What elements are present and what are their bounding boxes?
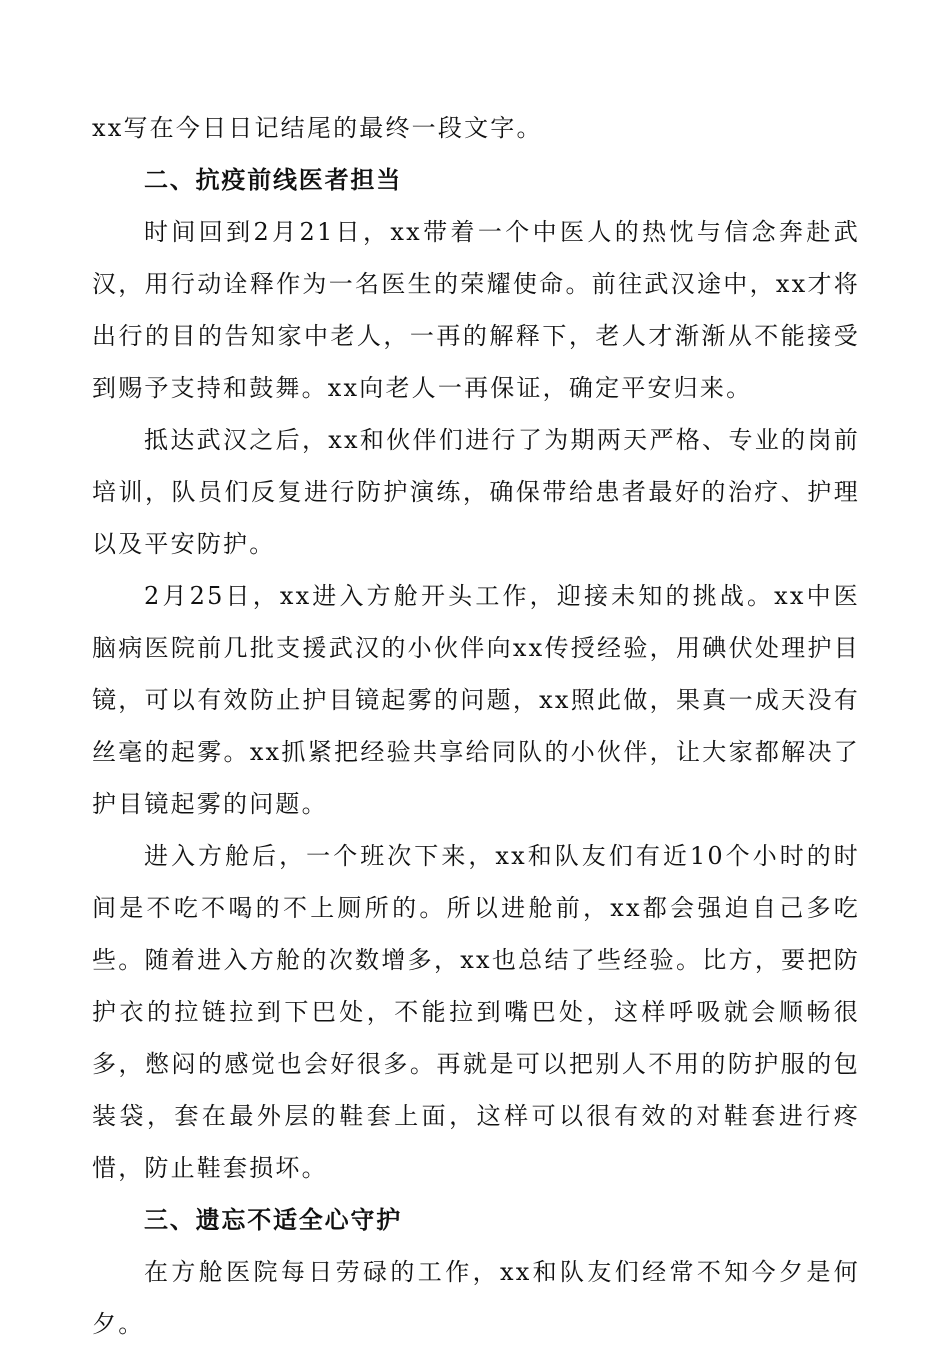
paragraph-departure: 时间回到2月21日，xx带着一个中医人的热忱与信念奔赴武汉，用行动诠释作为一名医生的荣耀使命。前往武汉途中，xx才将出行的目的告知家中老人，一再的解释下，老人才渐渐从不能接受到赐予支持和鼓舞。xx向老人一再保证，确定平安归来。 xyxy=(92,218,860,402)
paragraph-diary-ending: xx写在今日日记结尾的最终一段文字。 xyxy=(92,114,543,142)
section-heading-guardian: 三、遗忘不适全心守护 xyxy=(144,1206,402,1234)
paragraph-daily-work: 在方舱医院每日劳碌的工作，xx和队友们经常不知今夕是何夕。 xyxy=(92,1258,860,1338)
paragraph-goggles-experience: 2月25日，xx进入方舱开头工作，迎接未知的挑战。xx中医脑病医院前几批支援武汉的小伙伴向xx传授经验，用碘伏处理护目镜，可以有效防止护目镜起雾的问题，xx照此做，果真一成天没有丝毫的起雾。xx抓紧把经验共享给同队的小伙伴，让大家都解决了护目镜起雾的问题。 xyxy=(92,582,860,818)
paragraph-training: 抵达武汉之后，xx和伙伴们进行了为期两天严格、专业的岗前培训，队员们反复进行防护演练，确保带给患者最好的治疗、护理以及平安防护。 xyxy=(92,426,860,558)
paragraph-cabin-work: 进入方舱后，一个班次下来，xx和队友们有近10个小时的时间是不吃不喝的不上厕所的。所以进舱前，xx都会强迫自己多吃些。随着进入方舱的次数增多，xx也总结了些经验。比方，要把防护衣的拉链拉到下巴处，不能拉到嘴巴处，这样呼吸就会顺畅很多，憋闷的感觉也会好很多。再就是可以把别人不用的防护服的包装袋，套在最外层的鞋套上面，这样可以很有效的对鞋套进行疼惜，防止鞋套损坏。 xyxy=(92,842,860,1182)
section-heading-frontline: 二、抗疫前线医者担当 xyxy=(144,166,402,194)
document-body xyxy=(92,102,860,1350)
